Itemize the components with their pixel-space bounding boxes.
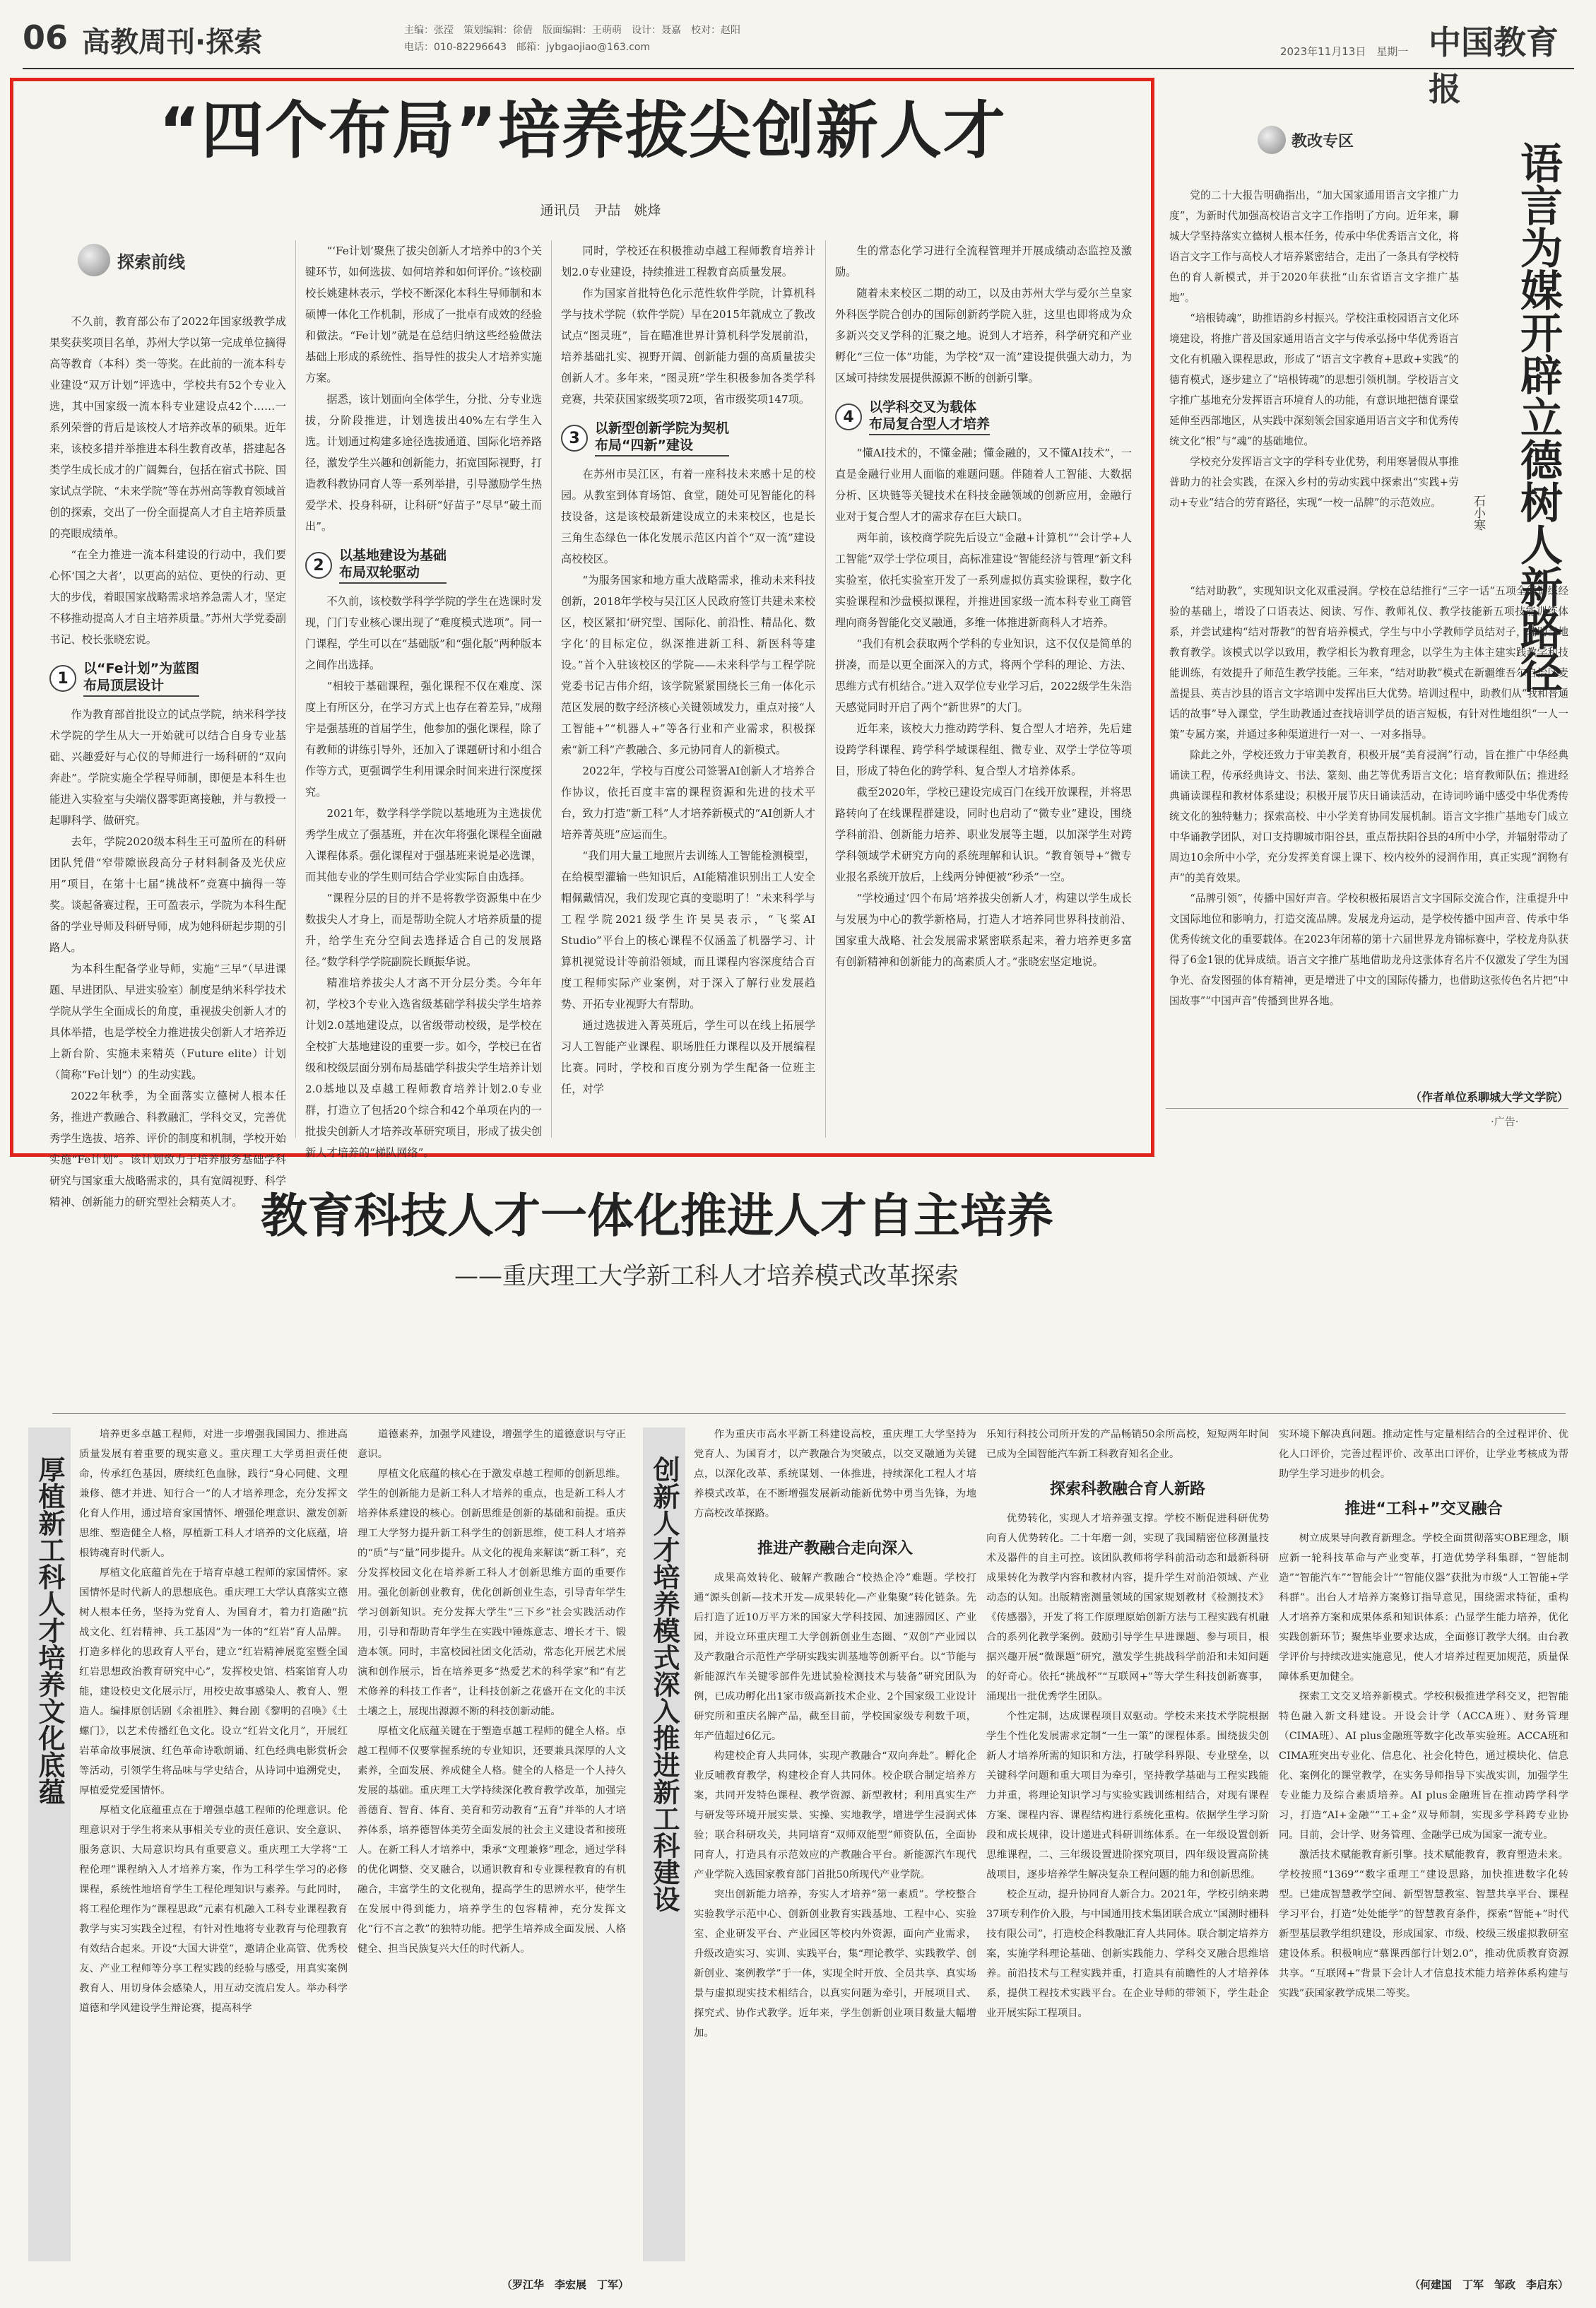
paragraph: 道德素养，加强学风建设，增强学生的道德意识与守正意识。 — [357, 1429, 626, 1460]
signature-2: （何建国 丁军 邹政 李启东） — [1409, 2278, 1568, 2291]
subsection-heading: 推进产教融合走向深入 — [757, 1540, 913, 1558]
paragraph: 除此之外，学校还致力于审美教育，积极开展“美育浸润”行动，旨在推广中华经典诵读工程，传承经典诗文、书法、篆刻、曲艺等优秀语言文化；培育教师队伍；推进经典诵读课程和教材体系建设；积极开展节庆日诵读活动，在诗词吟诵中感受中华优秀传统文化的独特魅力；探索高校、中小学美育协同发展机制。语言文字推广基地专门成立中华诵教学团队，对口支持聊城市阳谷县，重点帮扶阳谷县的4所中小学，并辐射带动了周边10余所中小学，充分发挥美育课上课下、校内校外的浸润作用，真正实现“润物有声”的美育效果。 — [1169, 749, 1568, 884]
column-tag — [78, 244, 185, 276]
section-number: 3 — [561, 425, 588, 452]
paragraph: “品牌引领”，传播中国好声音。学校积极拓展语言文字国际交流合作，注重提升中文国际地位和影响力，打造交流品牌。发展龙舟运动，是学校传播中国声音、传承中华优秀传统文化的重要载体。在2023年闭幕的第十六届世界龙舟锦标赛中，学校龙舟队获得了6金1银的优异成绩。语言文字推广基地借助龙舟这张体育名片不仅激发了学生为国争光、奋发图强的体育精神，更是增进了中文的国际传播力，也借助这张传色名片把“中国故事”“中国声音”传播到世界各地。 — [1169, 893, 1568, 1007]
sidebar-column-lower — [1169, 581, 1568, 1076]
paragraph: “结对助教”，实现知识文化双重浸润。学校在总结推行“三字一话”五项全能训练经验的基础上，增设了口语表达、阅读、写作、教师礼仪、教学技能新五项技能训练体系，并尝试建构“结对帮教”的智育培养模式，学生与中小学教师学员结对子，辅助当地教育教学。该模式以学以致用，教学相长为教育理念，以学生为主体主建实践教学和技能训练，有效提升了师范生教学技能。三年来，“结对助教”模式在新疆维吾尔自治区麦盖提县、英吉沙县的语言文字培训中发挥出巨大优势。培训过程中，助教们从“我和普通话的故事”导入课堂，学生助教通过查找培训学员的语言短板，有针对性地组织“一人一策”专属方案，并通过多种渠道进行一对一、一对多指导。 — [1169, 585, 1568, 741]
paragraph: 精准培养拔尖人才离不开分层分类。今年年初，学校3个专业入选省级基础学科拔尖学生培养计划2.0基地建设点，以省级带动校级，是学校在全校扩大基地建设的重要一步。如今，学校已在省级和校级层面分别布局基础学科拔尖学生培养计划2.0基地以及卓越工程师教育培养计划2.0专业群，打造立了包括20个综合和42个单项在内的一批拔尖创新人才培养改革研究项目，形成了拔尖创新人才培养的“梯队网络”。 — [305, 977, 542, 1159]
paragraph: 成果高效转化、破解产教融合“校热企冷”难题。学校打通“源头创新—技术开发—成果转化—产业集聚”转化链条。先后打造了近10万平方米的国家大学科技园、加速器园区、产业园，并设立环重庆理工大学创新创业生态圈、“双创”产业园以及产教融合示范性产学研实践实训基地等创新平台。以“节能与新能源汽车关键零部件先进试验检测技术与装备”研究团队为例，已成功孵化出1家市级高新技术企业、2个国家级工业设计研究所和重庆名牌产品，截至目前，学校国家级专利数千项，年产值超过6亿元。 — [694, 1572, 976, 1742]
paragraph: 培养更多卓越工程师，对进一步增强我国国力、推进高质量发展有着重要的现实意义。重庆理工大学勇担责任使命，传承红色基因，赓续红色血脉，践行“身心同健、文理兼修、德才并进、知行合一”的人才培养理念，充分发挥文化育人作用，通过培育家国情怀、增强伦理意识、激发创新思维、塑造健全人格，厚植新工科人才培养的文化底蕴，培根铸魂育时代新人。 — [79, 1429, 348, 1559]
zone-tag-label: 教改专区 — [1291, 132, 1354, 151]
sidebar-column-upper — [1169, 185, 1459, 581]
section-name: 高教周刊·探索 — [82, 26, 263, 59]
credits-line-1: 主编：张滢 策划编辑：徐倩 版面编辑：王萌萌 设计：聂嘉 校对：赵阳 — [404, 25, 740, 36]
lower-title: 教育科技人才一体化推进人才自主培养 — [261, 1188, 1053, 1243]
paragraph: 不久前，该校数学科学学院的学生在选课时发现，门门专业核心课出现了“难度模式选项”。同一门课程，学生可以在“基础版”和“强化版”两种版本之间作出选择。 — [305, 595, 542, 671]
paragraph: “为服务国家和地方重大战略需求，推动未来科技创新，2018年学校与吴江区人民政府签订共建未来校区，校区紧扣‘研究型、国际化、前沿性、精品化、数字化’的目标定位，纵深推进新工科、新医科等建设。”首个入驻该校区的学院——未来科学与工程学院党委书记吉伟介绍，该学院紧紧围绕长三角一体化示范区发展的数字经济核心关键领域发力，重点对接“人工智能+”“机器人+”等各行业和产业需求，积极探索“新工科”产教融合、多元协同育人的新模式。 — [561, 574, 815, 756]
ad-mark: ·广告· — [1491, 1115, 1519, 1128]
feature-title: “四个布局”培养拔尖创新人才 — [159, 94, 1007, 167]
paragraph: 据悉，该计划面向全体学生，分批、分专业选拔，分阶段推进，计划选拔出40%左右学生入选。计划通过构建多途径选拔通道、国际化培养路径，激发学生兴趣和创新能力，拓宽国际视野，打造教科教协同育人等一系列举措，引导激励学生热爱学术、投身科研，让科研“好苗子”尽早“破土而出”。 — [305, 393, 542, 533]
section-heading-2 — [305, 547, 542, 584]
paragraph: 为本科生配备学业导师，实施“三早”（早进课题、早进团队、早进实验室）制度是纳米科学技术学院从学生全面成长的角度，重视拔尖创新人才的具体举措，也是学校全力推进拔尖创新人才培养迈上新台阶、实施未来精英（Future elite）计划（简称“Fe计划”）的生动实践。 — [49, 962, 286, 1081]
lower-column-5 — [1279, 1425, 1568, 2273]
paragraph: 厚植文化底蕴的核心在于激发卓越工程师的创新思维。学生的创新能力是新工科人才培养的重点，也是新工科人才培养体系建设的核心。创新思维是创新的基础和前提。重庆理工大学努力提升新工科学生的创新思维，使工科人才培养的“质”与“量”同步提升。从文化的视角来解读“新工科”，充分发挥校园文化在培养新工科人才创新思维方面的重要作用。强化创新创业教育，优化创新创业生态，引导青年学生学习创新知识。充分发挥大学生“三下乡”社会实践活动作用，引导和帮助青年学生在实践中锤炼意志、增长才干、锻造本领。同时，丰富校园社团文化活动，常态化开展艺术展演和创作展示，旨在培养更多“热爱艺术的科学家”和“有艺术修养的科技工作者”，让科技创新之花盛开在文化的丰沃土壤之上，展现出源源不断的科技创新动能。 — [357, 1468, 626, 1717]
subsection-heading: 推进“工科+”交叉融合 — [1344, 1500, 1503, 1518]
paragraph: 学校充分发挥语言文字的学科专业优势，利用寒暑假从事推普助力的社会实践，在深入乡村的劳动实践中探索出“实践+劳动+专业”结合的劳育路径，实现“一校一品牌”的示范效应。 — [1169, 456, 1459, 509]
paragraph: 厚植文化底蕴关键在于塑造卓越工程师的健全人格。卓越工程师不仅要掌握系统的专业知识，还要兼具深厚的人文素养，全面发展、养成健全人格。健全的人格是一个人持久发展的基础。重庆理工大学持续深化教育教学改革，加强完善德育、智育、体育、美育和劳动教育“五育”并举的人才培养体系，培养德智体美劳全面发展的社会主义建设者和接班人。在新工科人才培养中，秉承“文理兼修”理念，通过学科的优化调整、交叉融合，以通识教育和专业课程教育的有机融合，丰富学生的文化视角，提高学生的思辨水平，使学生在发展中得到能力，培养学生的包容精神，充分发挥文化“行不言之教”的独特功能。把学生培养成全面发展、人格健全、担当民族复兴大任的时代新人。 — [357, 1726, 626, 1955]
sidebar-title: 语言为媒开辟立德树人新路径 — [1513, 141, 1563, 693]
feature-column-1 — [49, 311, 286, 1208]
section-number: 2 — [305, 552, 332, 579]
column-divider — [825, 240, 826, 1138]
section-number: 1 — [49, 665, 76, 692]
globe-icon — [78, 244, 110, 276]
lower-column-3 — [694, 1425, 976, 2294]
column-tag-label: 探索前线 — [117, 252, 185, 272]
paragraph: 优势转化，实现人才培养强支撑。学校不断促进科研优势向育人优势转化。二十年磨一剑，实现了我国精密位移测量技术及器件的自主可控。该团队教师将学科前沿动态和最新科研成果转化为教学内容和教材内容，提升学生对前沿领域、产业动态的认知。出版精密测量领域的国家规划教材《检测技术》《传感器》，开发了将工作原理原始创新方法与工程实践有机融合的系列化教学案例。鼓励引导学生早进课题、参与项目，根据兴趣开展“微课题”研究，激发学生挑战科学前沿和未知问题的好奇心。依托“挑战杯”“互联网+”等大学生科技创新赛事，涌现出一批优秀学生团队。 — [986, 1513, 1269, 1702]
section-heading-3 — [561, 420, 815, 457]
vertical-label-culture: 厚植新工科人才培养文化底蕴 — [34, 1456, 65, 1805]
section-title: 以学科交叉为载体 布局复合型人才培养 — [869, 399, 990, 435]
subsection-heading: 探索科教融合育人新路 — [1049, 1480, 1205, 1498]
lower-column-4 — [986, 1425, 1269, 2294]
section-title: 以基地建设为基础 布局双轮驱动 — [339, 547, 447, 584]
lower-column-1 — [79, 1425, 348, 2273]
paragraph: 截至2020年，学校已建设完成百门在线开放课程，并将思路转向了在线课程群建设，同时也启动了“微专业”建设，围绕学科前沿、创新能力培养、职业发展等主题，以加深学生对跨学科领域学术研究方向的系统理解和认识。“教育领导+”微专业报名系统开放后，上线两分钟便被“秒杀”一空。 — [835, 786, 1132, 883]
zone-tag — [1258, 126, 1354, 154]
paragraph: 不久前，教育部公布了2022年国家级教学成果奖获奖项目名单，苏州大学以第一完成单位摘得高等教育（本科）类一等奖。在此前的一流本科专业建设“双万计划”评选中，学校共有52个专业入选，其中国家级一流本科专业建设点42个……一系列荣誉的背后是该校人才培养改革的硕果。近年来，该校多措并举推进本科生教育改革，搭建起各类学生成长成才的广阔舞台，包括在宿式书院、国家试点学院、“未来学院”等在苏州高等教育领域首创的探索，交出了一份全面提高人才自主培养质量的亮眼成绩单。 — [49, 315, 286, 540]
paragraph: “相较于基础课程，强化课程不仅在难度、深度上有所区分，在学习方式上也存在着差异，”成翔宇是强基班的首届学生，他参加的强化课程，除了有教师的讲练引导外，还加入了课题研讨和小组合作等方式，更强调学生利用课余时间来进行深度探究。 — [305, 680, 542, 799]
signature-1: （罗江华 李宏展 丁军） — [501, 2278, 629, 2291]
section-title: 以“Fe计划”为蓝图 布局顶层设计 — [83, 660, 199, 697]
paragraph: 通过选拔进入菁英班后，学生可以在线上拓展学习人工智能产业课程、职场胜任力课程以及开展编程比赛。同时，学校和百度分别为学生配备一位班主任，对学 — [561, 1019, 815, 1095]
paragraph: “‘Fe计划’聚焦了拔尖创新人才培养中的3个关键环节，如何选拔、如何培养和如何评价。”该校副校长姚建林表示，学校不断深化本科生导师制和本硕博一体化工作机制，形成了一批卓有成效的经验和做法。“Fe计划”就是在总结归纳这些经验做法基础上形成的系统性、指导性的拔尖人才培养实施方案。 — [305, 245, 542, 384]
paragraph: 探索工文交叉培养新模式。学校积极推进学科交叉，把智能特色融入新文科建设。开设会计学（ACCA班）、财务管理（CIMA班）、AI plus金融班等数字化改革实验班。ACCA班和CIMA班突出专业化、信息化、社会化特色，通过模块化、信息化、案例化的课堂教学，在实务导师指导下实战实训，加强学生专业能力及综合素质培养。AI plus金融班旨在推动跨学科学习，打造“AI+金融”“工+金”双导师制，实现多学科跨专业协同。目前，会计学、财务管理、金融学已成为国家一流专业。 — [1279, 1691, 1568, 1841]
paragraph: 个性定制，达成课程项目双驱动。学校未来技术学院根据学生个性化发展需求定制“一生一策”的课程体系。围绕拔尖创新人才培养所需的知识和方法，打破学科界限、专业壁垒，以关键科学问题和重大项目为牵引，坚持教学基础与工程实践能力并重，将理论知识学习与实验实践训练相结合，对现有课程方案、课程内容、课程结构进行系统化重构。依据学生学习阶段和成长规律，设计递进式科研训练体系。在一年级设置创新思维课程，二、三年级设置进阶探究项目，四年级设置高阶挑战项目，逐步培养学生解决复杂工程问题的能力和创新思维。 — [986, 1711, 1269, 1880]
feature-column-3 — [561, 240, 815, 1152]
paragraph: 构建校企育人共同体，实现产教融合“双向奔赴”。孵化企业反哺教育教学，构建校企育人共同体。校企联合制定培养方案，共同开发特色课程、教学资源、新型教材；利用真实生产与研发等环境开展实景、实操、实地教学，增进学生浸润式体验；联合科研攻关，共同培育“双师双能型”师资队伍，全面协同育人，打造具有示范效应的产教融合平台。新能源汽车现代产业学院入选国家教育部门首批50所现代产业学院。 — [694, 1750, 976, 1880]
paragraph: 厚植文化底蕴首先在于培育卓越工程师的家国情怀。家国情怀是时代新人的思想底色。重庆理工大学认真落实立德树人根本任务，坚持为党育人、为国育才，着力打造融“抗战文化、红岩精神、兵工基因”为一体的“红岩”育人品牌。打造多样化的思政育人平台，建立“红岩精神展览室暨全国红岩思想政治教育研究中心”，发挥校史馆、档案馆育人功能，建设校史文化展示厅，用校史故事感染人、教育人、塑造人。编排原创话剧《余祖胜》、舞台剧《黎明的召唤》《土螺门》，以艺术传播红色文化。设立“红岩文化月”，开展红岩革命故事展演、红色革命诗歌朗诵、红色经典电影赏析会等活动，引领学生将品味与学史结合，从诗词中追溯党史，厚植爱党爱国情怀。 — [79, 1567, 348, 1796]
sidebar-author: 石小寒 — [1471, 495, 1485, 531]
paragraph: “我们用大量工地照片去训练人工智能检测模型，在给模型灌输一些知识后，AI能精准识别出工人安全帽佩戴情况，我们发现它真的变聪明了！”未来科学与工程学院2021级学生许昊昊表示，“飞桨AI Studio”平台上的核心课程不仅涵盖了机器学习、计算机视觉设计等前沿领域，而且课程内容深度结合百度工程师实际产业案例，对于深入了解行业发展趋势、开拓专业视野大有帮助。 — [561, 849, 815, 1011]
section-heading-1 — [49, 660, 286, 697]
column-divider — [551, 240, 552, 1138]
lower-subtitle: ——重庆理工大学新工科人才培养模式改革探索 — [454, 1262, 959, 1290]
paragraph: 近年来，该校大力推动跨学科、复合型人才培养，先后建设跨学科课程、跨学科学域课程组、微专业、双学士学位等项目，形成了特色化的跨学科、复合型人才培养体系。 — [835, 722, 1132, 777]
feature-byline: 通讯员 尹喆 姚烽 — [540, 203, 661, 218]
paragraph: “在全力推进一流本科建设的行动中，我们要心怀‘国之大者’，以更高的站位、更快的行动、更大的步伐，着眼国家战略需求培养急需人才，坚定不移推动提高人才自主培养质量。”苏州大学党委副书记、校长张晓宏说。 — [49, 548, 286, 646]
paragraph: 同时，学校还在积极推动卓越工程师教育培养计划2.0专业建设，持续推进工程教育高质量发展。 — [561, 245, 815, 278]
paragraph: 激活技术赋能教育新引擎。技术赋能教育，教育塑造未来。学校按照“1369”“数字重理工”建设思路，加快推进数字化转型。已建成智慧教学空间、新型智慧教室、智慧共享平台、课程学习平台，打造“处处能学”的智慧教育条件，探索“智能+”时代新型基层教学组织建设，形成国家、市级、校级三级虚拟教研室建设体系。积极响应“慕课西部行计划2.0”，推动优质教育资源共享。“互联网+”背景下会计人才信息技术能力培养体系构建与实践”获国家教学成果二等奖。 — [1279, 1849, 1568, 1999]
paragraph: 实环境下解决真问题。推动定性与定量相结合的全过程评价、优化人口评价，完善过程评价、改革出口评价，让学业考核成为帮助学生学习进步的机会。 — [1279, 1429, 1568, 1480]
paragraph: 作为重庆市高水平新工科建设高校，重庆理工大学坚持为党育人、为国育才，以产教融合为突破点，以交叉融通为关键点，以深化改革、系统谋划、一体推进，持续深化工程人才培养模式改革，在不断增强发展新动能新优势中勇当先锋，为地方高校改革探路。 — [694, 1429, 976, 1519]
paragraph: 突出创新能力培养，夯实人才培养“第一素质”。学校整合实验教学示范中心、创新创业教育实践基地、工程中心、实验室、企业研发平台、产业园区等校内外资源，面向产业需求，升级改造实习、实训、实践平台，集“理论教学、实践教学、创新创业、案例教学”于一体，实现全时开放、全员共享、真实场景与虚拟现实技术相结合，以真实问题为牵引，开展项目式、探究式、协作式教学。近年来，学生创新创业项目数量大幅增加。 — [694, 1889, 976, 2039]
paragraph: 随着未来校区二期的动工，以及由苏州大学与爱尔兰皇家外科医学院合创办的国际创新药学院入驻，这里也即将成为众多新兴交叉学科的汇聚之地。说到人才培养，科学研究和产业孵化“三位一体”功能，为学校“双一流”建设提供强大动力，为区域可持续发展提供源源不断的创新引擎。 — [835, 287, 1132, 384]
header-rule — [23, 68, 1574, 69]
paragraph: 作为国家首批特色化示范性软件学院，计算机科学与技术学院（软件学院）早在2015年就成立了教改试点“图灵班”，旨在瞄准世界计算机科学发展前沿，培养基础扎实、视野开阔、创新能力强的高质量拔尖创新人才。多年来，“图灵班”学生积极参加各类学科竞赛，共荣获国家级奖项72项，省市级奖项147项。 — [561, 287, 815, 406]
paragraph: “培根铸魂”，助推语韵乡村振兴。学校注重校园语言文化环境建设，将推广普及国家通用语言文字与传承弘扬中华优秀语言文化有机融入课程思政，形成了“语言文字教育+思政+实践”的德育模式，逐步建立了“培根铸魂”的思想引领机制。学校语言文字推广基地充分发挥语言环境育人的功能，有意识地把德育课堂延伸至西部地区，从实践中深刻领会国家通用语言文字和优秀传统文化“根”与“魂”的基础地位。 — [1169, 312, 1459, 447]
masthead-logo: 中国教育报 — [1429, 23, 1559, 108]
paragraph: 树立成果导向教育新理念。学校全面贯彻落实OBE理念，顺应新一轮科技革命与产业变革，打造优势学科集群，“智能制造”“智能汽车”“智能会计”“智能仪器”获批为市级“人工智能+学科群”。出台人才培养方案修订指导意见，围绕需求特征，重构人才培养方案和成果体系和知识体系：凸显学生能力培养，优化实践创新环节；聚焦毕业要求达成，全面修订教学大纲。由台教学评价与持续改进实施意见，使人才培养过程更加规范，质量保障体系更加健全。 — [1279, 1533, 1568, 1683]
paragraph: 厚植文化底蕴重点在于增强卓越工程师的伦理意识。伦理意识对于学生将来从事相关专业的责任意识、安全意识、服务意识、大局意识均具有重要意义。重庆理工大学将“工程伦理”课程纳入人才培养方案，作为工科学生学习的必修课程，系统性地培育学生工程伦理知识与素养。与此同时，将工程伦理作为“课程思政”元素有机融入工科专业课程教育教学与实习实践全过程，有针对性地将专业教育与伦理教育有效结合起来。开设“大国大讲堂”，邀请企业高管、优秀校友、产业工程师等分享工程实践的经验与感受，用真实案例教育人、用切身体会感染人，用互动交流启发人。举办科学道德和学风建设学生辩论赛，提高科学 — [79, 1805, 348, 2014]
column-divider — [295, 240, 296, 1138]
lower-column-2 — [357, 1425, 626, 2273]
paragraph: 作为教育部首批设立的试点学院，纳米科学技术学院的学生从大一开始就可以结合自身专业基础、兴趣爱好与心仪的导师进行一场科研的“双向奔赴”。学院实施全学程导师制，即便是本科生也能进入实验室与尖端仪器零距离接触，并与教授一起聊科学、做研究。 — [49, 708, 286, 827]
lower-rule — [52, 1413, 1566, 1414]
page-number: 06 — [23, 18, 69, 57]
vertical-label-model: 创新人才培养模式深入推进新工科建设 — [649, 1456, 680, 1912]
page-header — [23, 16, 1577, 108]
section-number: 4 — [835, 404, 862, 430]
paragraph: 生的常态化学习进行全流程管理并开展成绩动态监控及激励。 — [835, 245, 1132, 278]
paragraph: “懂AI技术的，不懂金融；懂金融的，又不懂AI技术”，一直是金融行业用人面临的难题问题。伴随着人工智能、大数据分析、区块链等关键技术在科技金融领域的创新应用，金融行业对于复合型人才的需求存在巨大缺口。 — [835, 447, 1132, 523]
paragraph: 校企互动，提升协同育人新合力。2021年，学校引纳来聘37项专利作价入股，与中国通用技术集团联合成立“国测时栅科技有限公司”，打造校企科教融汇育人共同体。联合制定培养方案，实施学科理论基础、创新实践能力、学科交叉融合思维培养。前沿技术与工程实践并重，打造具有前瞻性的人才培养体系，提供工程技术实践平台。在企业导师的带领下，学生赴企业开展实际工程项目。 — [986, 1889, 1269, 2019]
section-heading-4 — [835, 399, 1132, 435]
issue-date: 2023年11月13日 星期一 — [1280, 45, 1409, 58]
paragraph: “学校通过‘四个布局’培养拔尖创新人才，构建以学生成长与发展为中心的教学新格局，打造人才培养同世界科技前沿、国家重大战略、社会发展需求紧密联系起来，着力培养更多富有创新精神和创新能力的高素质人才。”张晓宏坚定地说。 — [835, 892, 1132, 968]
globe-icon — [1258, 126, 1286, 154]
paragraph: 2022年，学校与百度公司签署AI创新人才培养合作协议，依托百度丰富的课程资源和先进的技术平台，致力打造“新工科”人才培养新模式的“AI创新人才培养菁英班”应运而生。 — [561, 765, 815, 841]
credits-line-2: 电话：010-82296643 邮箱：jybgaojiao@163.com — [404, 42, 651, 53]
section-title: 以新型创新学院为契机 布局“四新”建设 — [595, 420, 729, 457]
paragraph: “我们有机会获取两个学科的专业知识，这不仅仅是简单的拼凑，而是以更全面深入的方式，将两个学科的理论、方法、思维方式有机结合。”进入双学位专业学习后，2022级学生朱浩天感觉同时开启了两个“新世界”的大门。 — [835, 637, 1132, 714]
feature-column-4 — [835, 240, 1132, 1152]
paragraph: 乐知行科技公司所开发的产品畅销50余所高校，短短两年时间已成为全国智能汽车新工科教育知名企业。 — [986, 1429, 1269, 1460]
feature-column-2 — [305, 240, 542, 1159]
paragraph: 2021年，数学科学学院以基地班为主选拔优秀学生成立了强基班，并在次年将强化课程全面融入课程体系。强化课程对于强基班来说是必选课，而其他专业的学生则可结合学业实际自由选择。 — [305, 807, 542, 883]
sidebar-affiliation: （作者单位系聊城大学文学院） — [1409, 1090, 1568, 1104]
sidebar-rule — [1166, 1108, 1568, 1109]
paragraph: “课程分层的目的并不是将教学资源集中在少数拔尖人才身上，而是帮助全院人才培养质量的提升，给学生充分空间去选择适合自己的发展路径。”数学科学学院副院长顾振华说。 — [305, 892, 542, 968]
paragraph: 2022年秋季，为全面落实立德树人根本任务，推进产教融合、科教融汇，学科交叉，完善优秀学生选拔、培养、评价的制度和机制，学校开始实施“Fe计划”。该计划致力于培养服务基础学科研究与国家重大战略需求的，具有宽阔视野、科学精神、创新能力的研究型社会精英人才。 — [49, 1090, 286, 1208]
paragraph: 去年，学院2020级本科生王可盈所在的科研团队凭借“窄带隙嵌段高分子材料制备及光伏应用”项目，在第十七届“挑战杯”竞赛中摘得一等奖。谈起备赛过程，王可盈表示，学院为本科生配备的学业导师及科研导师，成为她科研起步期的引路人。 — [49, 835, 286, 954]
paragraph: 两年前，该校商学院先后设立“金融+计算机”“会计学+人工智能”双学士学位项目，高标准建设“智能经济与管理”新文科实验室，依托实验室开发了一系列虚拟仿真实验课程，数字化实验课程和沙盘模拟课程，并推进国家级一流本科专业工商管理向商务智能化交叉融通，多维一体推进新商科人才培养。 — [835, 531, 1132, 629]
paragraph: 在苏州市吴江区，有着一座科技未来感十足的校园。从教室到体育场馆、食堂，随处可见智能化的科技设备，这是该校最新建设成立的未来校区，也是长三角生态绿色一体化发展示范区内首个“双一流”建设高校校区。 — [561, 468, 815, 565]
paragraph: 党的二十大报告明确指出，“加大国家通用语言文字推广力度”，为新时代加强高校语言文字工作指明了方向。近年来，聊城大学坚持落实立德树人根本任务，传承中华优秀语言文化，将语言文字工作与高校人才培养紧密结合，走出了一条具有学校特色的育人新模式，并于2020年获批“山东省语言文字推广基地”。 — [1169, 189, 1459, 304]
